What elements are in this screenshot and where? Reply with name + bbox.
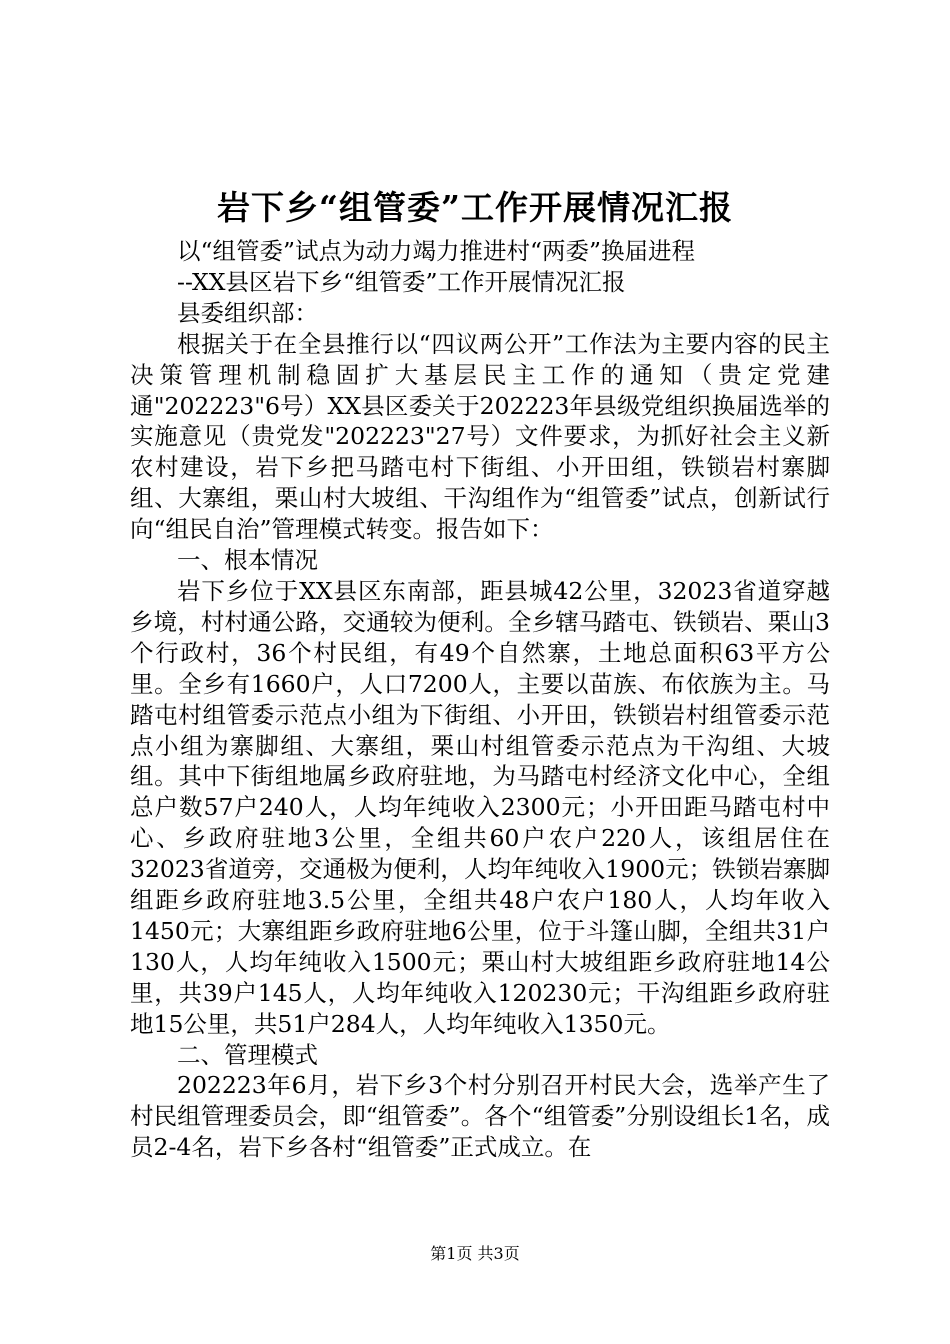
management-mode-paragraph: 202223年6月，岩下乡3个村分别召开村民大会，选举产生了村民组管理委员会，即“组管委”。各个“组管委”分别设组长1名，成员2-4名，岩下乡各村“组管委”正式成立。在 <box>130 1071 830 1162</box>
section-heading-basic-situation: 一、根本情况 <box>177 546 318 575</box>
salutation: 县委组织部： <box>177 298 318 327</box>
document-body <box>130 236 830 1163</box>
subtitle-line-2: --XX县区岩下乡“组管委”工作开展情况汇报 <box>177 267 626 296</box>
subtitle-line-1: 以“组管委”试点为动力竭力推进村“两委”换届进程 <box>177 237 696 265</box>
document-title: 岩下乡“组管委”工作开展情况汇报 <box>217 188 733 227</box>
page-footer: 第1页 共3页 <box>430 1244 520 1263</box>
basic-situation-paragraph: 岩下乡位于XX县区东南部，距县城42公里，32023省道穿越乡境，村村通公路，交通较为便利。全乡辖马踏屯、铁锁岩、栗山3个行政村，36个村民组，有49个自然寨，土地总面积63平方公里。全乡有1660户，人口7200人，主要以苗族、布依族为主。马踏屯村组管委示范点小组为下街组、小开田，铁锁岩村组管委示范点小组为寨脚组、大寨组，栗山村组管委示范点为干沟组、大坡组。其中下街组地属乡政府驻地，为马踏屯村经济文化中心，全组总户数57户240人，人均年纯收入2300元；小开田距马踏屯村中心、乡政府驻地3公里，全组共60户农户220人，该组居住在32023省道旁，交通极为便利，人均年纯收入1900元；铁锁岩寨脚组距乡政府驻地3.5公里，全组共48户农户180人，人均年收入1450元；大寨组距乡政府驻地6公里，位于斗篷山脚，全组共31户130人，人均年纯收入1500元；栗山村大坡组距乡政府驻地14公里，共39户145人，人均年纯收入120230元；干沟组距乡政府驻地15公里，共51户284人，人均年纯收入1350元。 <box>130 576 830 1038</box>
section-heading-management-mode: 二、管理模式 <box>177 1040 318 1069</box>
intro-paragraph: 根据关于在全县推行以“四议两公开”工作法为主要内容的民主决策管理机制稳固扩大基层民主工作的通知（贵定党建通"202223"6号）XX县区委关于202223年县级党组织换届选举的实施意见（贵党发"202223"27号）文件要求，为抓好社会主义新农村建设，岩下乡把马踏屯村下街组、小开田组，铁锁岩村寨脚组、大寨组，栗山村大坡组、干沟组作为“组管委”试点，创新试行向“组民自治”管理模式转变。报告如下： <box>130 329 830 544</box>
